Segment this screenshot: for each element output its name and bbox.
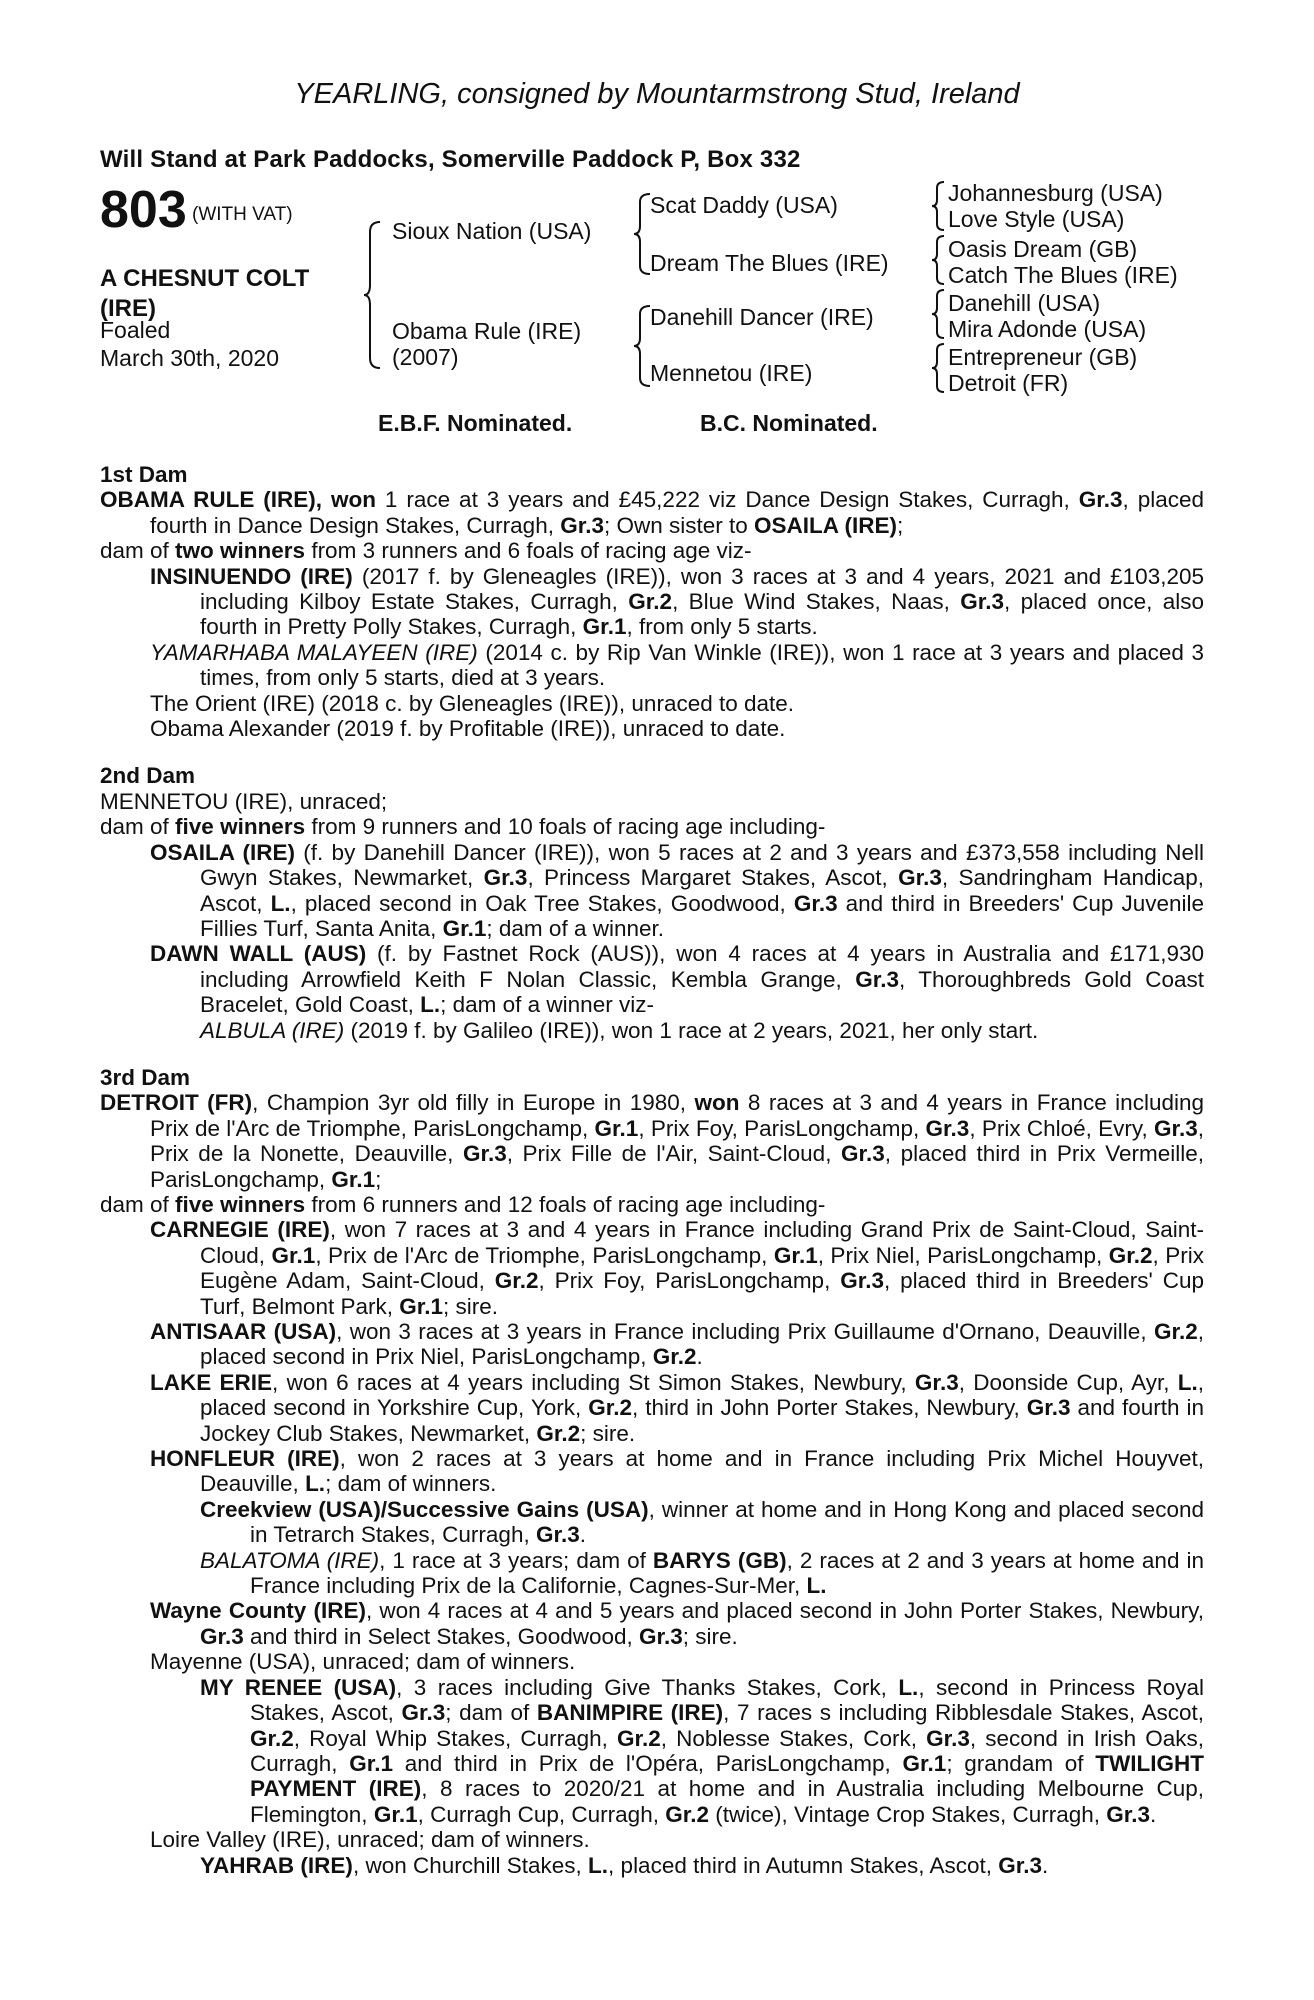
text: , Prix Chloé, Evry, <box>969 1115 1154 1141</box>
grade: Gr.2 <box>628 589 673 615</box>
text: and third in Breeders' Cup Juvenile Fillies Turf, Santa Anita, <box>200 890 1204 941</box>
horse-name: ANTISAAR (USA) <box>150 1319 337 1344</box>
third-dam-heading: 3rd Dam <box>100 1064 191 1090</box>
text: ; dam of <box>445 1700 537 1726</box>
text: , second in Irish Oaks, Curragh, <box>250 1725 1204 1776</box>
produce-balatoma <box>100 1548 1204 1599</box>
horse-name: YAMARHABA MALAYEEN (IRE) <box>150 639 478 665</box>
produce-obama-alexander: Obama Alexander (2019 f. by Profitable (IRE)), unraced to date. <box>150 716 786 742</box>
text: 8 races at 3 and 4 years in France including Prix de l'Arc de Triomphe, ParisLongchamp, <box>150 1090 1204 1141</box>
produce-lake-erie <box>100 1370 1204 1446</box>
text: . <box>1150 1801 1157 1827</box>
text: , placed second in Prix Niel, ParisLongchamp, <box>200 1319 1204 1370</box>
text: (2017 f. by Gleneagles (IRE)), won 3 races at 3 and 4 years, 2021 and £103,205 including Kilboy Estate Stakes, Curragh, <box>200 563 1205 615</box>
text: , won 4 races at 4 and 5 years and placed second in John Porter Stakes, Newbury, <box>365 1598 1204 1624</box>
text: , placed once, also fourth in Pretty Polly Stakes, Curragh, <box>200 589 1204 640</box>
grade: Gr.3 <box>462 1141 507 1167</box>
produce-my-renee <box>100 1675 1204 1827</box>
pedigree-dam-dam: Mennetou (IRE) <box>650 360 813 386</box>
grade: Gr.1 <box>773 1242 818 1268</box>
horse-name: HONFLEUR (IRE) <box>150 1446 340 1472</box>
text: , won 6 races at 4 years including St Simon Stakes, Newbury, <box>272 1369 915 1395</box>
pedigree-brace-ss <box>930 180 946 232</box>
grade: Gr.1 <box>331 1166 376 1192</box>
text: , Curragh Cup, Curragh, <box>417 1801 666 1827</box>
foaled-date: March 30th, 2020 <box>100 345 280 371</box>
horse-name: Wayne County (IRE) <box>150 1598 366 1624</box>
text: , Champion 3yr old filly in Europe in 1980, <box>252 1090 695 1116</box>
horse-name: BARYS (GB) <box>652 1547 787 1573</box>
first-dam-produce-summary <box>100 538 1204 563</box>
pedigree-sss: Johannesburg (USA) <box>948 180 1163 206</box>
text: , placed third in Autumn Stakes, Ascot, <box>608 1852 999 1878</box>
text: , placed second in Yorkshire Cup, York, <box>200 1369 1205 1421</box>
text: ; <box>375 1166 382 1192</box>
grade: L. <box>1177 1369 1198 1395</box>
text: , Prix Niel, ParisLongchamp, <box>817 1242 1109 1268</box>
text: (f. by Fastnet Rock (AUS)), won 4 races at 4 years in Australia and £171,930 including Arrowfield Keith F Nolan Classic, Kembla Grange, <box>200 941 1204 992</box>
text: , placed fourth in Dance Design Stakes, Curragh, <box>150 487 1205 538</box>
grade: Gr.3 <box>535 1522 580 1548</box>
text: dam of <box>100 538 176 564</box>
text: ; grandam of <box>946 1750 1096 1776</box>
text: , placed third in Breeders' Cup Turf, Belmont Park, <box>200 1268 1204 1319</box>
grade: Gr.1 <box>271 1242 316 1268</box>
lot-description <box>100 264 309 324</box>
produce-carnegie <box>100 1217 1204 1319</box>
text: , placed second in Oak Tree Stakes, Goodwood, <box>290 890 794 916</box>
text: ; sire. <box>580 1420 636 1446</box>
produce-osaila <box>100 840 1204 942</box>
text: , Noblesse Stakes, Cork, <box>660 1725 927 1751</box>
text: dam of <box>100 1191 176 1217</box>
produce-albula <box>100 1018 1204 1043</box>
grade: Gr.3 <box>925 1115 970 1141</box>
pedigree-notes <box>100 462 1204 1878</box>
third-dam-produce-summary <box>100 1192 1204 1217</box>
pedigree-brace-dd <box>930 342 946 394</box>
horse-name: ALBULA (IRE) <box>200 1017 345 1043</box>
grade: Gr.1 <box>594 1115 639 1141</box>
first-dam-heading: 1st Dam <box>100 462 188 487</box>
winners-count: five winners <box>175 814 306 840</box>
text: , Prix Eugène Adam, Saint-Cloud, <box>200 1242 1204 1294</box>
text: , Prix Foy, ParisLongchamp, <box>638 1115 926 1141</box>
pedigree-sire-dam: Dream The Blues (IRE) <box>650 250 889 276</box>
pedigree-sdd: Catch The Blues (IRE) <box>948 262 1178 288</box>
produce-loire-valley: Loire Valley (IRE), unraced; dam of winners. <box>150 1827 590 1853</box>
grade: Gr.2 <box>250 1725 294 1751</box>
grade: Gr.1 <box>349 1750 394 1776</box>
text: , won 7 races at 3 and 4 years in France including Grand Prix de Saint-Cloud, Saint-Cloud, <box>200 1217 1205 1268</box>
produce-dawn-wall <box>100 941 1204 1017</box>
horse-name: LAKE ERIE <box>150 1369 273 1395</box>
grade: Gr.3 <box>840 1268 884 1294</box>
text: , third in John Porter Stakes, Newbury, <box>632 1395 1027 1421</box>
grade: Gr.3 <box>960 589 1005 615</box>
text: (2014 c. by Rip Van Winkle (IRE)), won 1 race at 3 years and placed 3 times, from only 5 starts, died at 3 years. <box>200 639 1204 691</box>
produce-mayenne: Mayenne (USA), unraced; dam of winners. <box>150 1649 576 1675</box>
text: ; Own sister to <box>604 512 755 538</box>
produce-the-orient: The Orient (IRE) (2018 c. by Gleneagles (IRE)), unraced to date. <box>150 690 795 716</box>
horse-name: YAHRAB (IRE) <box>200 1852 353 1878</box>
text: , Doonside Cup, Ayr, <box>958 1369 1178 1395</box>
text: , won 2 races at 3 years at home and in France including Prix Michel Houyvet, Deauville, <box>200 1446 1204 1497</box>
grade: Gr.2 <box>665 1801 709 1827</box>
pedigree-brace-sd <box>930 234 946 286</box>
horse-name: OSAILA (IRE) <box>754 512 897 538</box>
text: from 3 runners and 6 foals of racing age viz- <box>305 538 752 564</box>
text: , Blue Wind Stakes, Naas, <box>672 589 961 615</box>
description-line-1: A CHESNUT COLT <box>100 265 310 292</box>
text: and third in Select Stakes, Goodwood, <box>243 1623 640 1649</box>
horse-name: TWILIGHT PAYMENT (IRE) <box>250 1750 1205 1802</box>
second-dam-produce-summary <box>100 814 1204 839</box>
produce-insinuendo <box>100 564 1204 640</box>
lot-number: 803 <box>100 181 187 239</box>
grade: Gr.3 <box>401 1700 446 1726</box>
grade: L. <box>898 1674 919 1700</box>
text: 1 race at 3 years and £45,222 viz Dance Design Stakes, Curragh, <box>375 487 1079 513</box>
text: , Prix Fille de l'Air, Saint-Cloud, <box>506 1141 842 1167</box>
grade: Gr.1 <box>902 1750 947 1776</box>
produce-antisaar <box>100 1319 1204 1370</box>
winners-count: two winners <box>175 538 306 564</box>
text: ; sire. <box>682 1623 738 1649</box>
grade: Gr.1 <box>582 614 627 640</box>
text: . <box>696 1344 703 1370</box>
grade: Gr.1 <box>373 1801 418 1827</box>
produce-yahrab <box>100 1853 1204 1878</box>
produce-honfleur <box>100 1446 1204 1497</box>
pedigree-ddd: Detroit (FR) <box>948 370 1069 396</box>
grade: L. <box>420 992 441 1018</box>
second-dam-entry: MENNETOU (IRE), unraced; <box>100 788 388 814</box>
text: . <box>1042 1852 1049 1878</box>
pedigree-dss: Danehill (USA) <box>948 290 1101 316</box>
grade: Gr.3 <box>914 1369 959 1395</box>
pedigree-brace-main <box>362 220 382 370</box>
text: , winner at home and in Hong Kong and placed second in Tetrarch Stakes, Curragh, <box>250 1496 1204 1548</box>
pedigree-sds: Oasis Dream (GB) <box>948 236 1138 262</box>
text: from 6 runners and 12 foals of racing age including- <box>305 1191 826 1217</box>
horse-name: DETROIT (FR) <box>100 1090 253 1116</box>
text: ; dam of a winner viz- <box>440 992 654 1018</box>
pedigree-dam-year: (2007) <box>392 344 459 370</box>
stand-location: Will Stand at Park Paddocks, Somerville Paddock P, Box 332 <box>100 146 801 173</box>
grade: Gr.3 <box>639 1623 683 1649</box>
text: , Prix Foy, ParisLongchamp, <box>538 1268 841 1294</box>
grade: L. <box>806 1573 827 1599</box>
won-label: , won <box>315 487 376 513</box>
text: and fourth in Jockey Club Stakes, Newmarket, <box>200 1395 1204 1446</box>
pedigree-dam-sire: Danehill Dancer (IRE) <box>650 304 874 330</box>
grade: Gr.3 <box>841 1141 885 1167</box>
pedigree-ssd: Love Style (USA) <box>948 206 1125 232</box>
pedigree-dds: Entrepreneur (GB) <box>948 344 1138 370</box>
foaled-info <box>100 316 279 372</box>
grade: Gr.3 <box>998 1852 1043 1878</box>
winners-count: five winners <box>175 1191 306 1217</box>
grade: Gr.3 <box>1078 487 1123 513</box>
grade: L. <box>588 1852 609 1878</box>
text: . <box>579 1522 587 1548</box>
text: , 8 races to 2020/21 at home and in Australia including Melbourne Cup, Flemington, <box>250 1776 1204 1827</box>
text: , Sandringham Handicap, Ascot, <box>200 865 1205 916</box>
grade: Gr.3 <box>560 512 604 538</box>
first-dam-entry <box>100 487 1204 538</box>
pedigree-brace-ds <box>930 288 946 340</box>
text: (2019 f. by Galileo (IRE)), won 1 race at 2 years, 2021, her only start. <box>344 1017 1039 1043</box>
text: , won 3 races at 3 years in France including Prix Guillaume d'Ornano, Deauville, <box>336 1319 1154 1344</box>
vat-note: (WITH VAT) <box>192 204 293 225</box>
text: , 1 race at 3 years; dam of <box>379 1547 653 1573</box>
text: , Royal Whip Stakes, Curragh, <box>293 1725 618 1751</box>
description-line-2: (IRE) <box>100 295 156 322</box>
grade: Gr.2 <box>1108 1242 1153 1268</box>
text: , Thoroughbreds Gold Coast Bracelet, Gold Coast, <box>200 966 1204 1018</box>
consignor-line: YEARLING, consigned by Mountarmstrong Stud, Ireland <box>294 78 1020 110</box>
third-dam-entry <box>100 1090 1204 1192</box>
grade: Gr.3 <box>483 865 528 891</box>
horse-name: MY RENEE (USA) <box>200 1674 397 1700</box>
text: , 7 races s including Ribblesdale Stakes, Ascot, <box>723 1700 1205 1726</box>
horse-name: CARNEGIE (IRE) <box>150 1217 330 1243</box>
grade: Gr.2 <box>617 1725 661 1751</box>
grade: L. <box>305 1471 326 1497</box>
grade: Gr.2 <box>652 1344 697 1370</box>
produce-wayne-county <box>100 1598 1204 1649</box>
text: , 2 races at 2 and 3 years at home and in France including Prix de la Californie, Cagnes-Sur-Mer, <box>250 1547 1204 1599</box>
pedigree-dsd: Mira Adonde (USA) <box>948 316 1147 342</box>
produce-creekview <box>100 1497 1204 1548</box>
horse-name: INSINUENDO (IRE) <box>150 563 353 589</box>
ebf-nomination: E.B.F. Nominated. <box>378 410 573 436</box>
horse-name: DAWN WALL (AUS) <box>150 941 367 967</box>
pedigree-dam: Obama Rule (IRE) <box>392 318 582 344</box>
pedigree-sire: Sioux Nation (USA) <box>392 218 592 244</box>
grade: Gr.1 <box>399 1293 444 1319</box>
text: , from only 5 starts. <box>626 614 818 640</box>
grade: Gr.3 <box>855 966 899 992</box>
grade: Gr.2 <box>494 1268 539 1294</box>
horse-name: Creekview (USA)/Successive Gains (USA) <box>200 1496 649 1522</box>
foaled-label: Foaled <box>100 317 171 343</box>
horse-name: OSAILA (IRE) <box>150 839 295 865</box>
second-dam-heading: 2nd Dam <box>100 763 196 789</box>
grade: Gr.3 <box>926 1725 970 1751</box>
text: , 3 races including Give Thanks Stakes, Cork, <box>396 1674 899 1700</box>
text: (twice), Vintage Crop Stakes, Curragh, <box>709 1801 1107 1827</box>
text: , second in Princess Royal Stakes, Ascot, <box>250 1674 1204 1726</box>
text: ; <box>896 512 904 538</box>
horse-name: BANIMPIRE (IRE) <box>536 1700 724 1726</box>
text: , won Churchill Stakes, <box>352 1852 589 1878</box>
pedigree-brace-sire <box>632 192 652 276</box>
grade: Gr.3 <box>1026 1395 1071 1421</box>
grade: Gr.2 <box>536 1420 581 1446</box>
text: from 9 runners and 10 foals of racing age including- <box>305 814 826 840</box>
pedigree-brace-dam <box>632 304 652 388</box>
won-label: won <box>694 1090 740 1116</box>
text: , Prix de la Nonette, Deauville, <box>150 1115 1204 1167</box>
text: (f. by Danehill Dancer (IRE)), won 5 races at 2 and 3 years and £373,558 including Nell Gwyn Stakes, Newmarket, <box>200 839 1204 891</box>
grade: Gr.2 <box>1153 1319 1198 1344</box>
horse-name: OBAMA RULE (IRE) <box>100 487 316 513</box>
grade: Gr.2 <box>588 1395 633 1421</box>
text: ; dam of winners. <box>325 1471 497 1497</box>
horse-name: BALATOMA (IRE) <box>200 1547 380 1573</box>
produce-yamarhaba <box>100 640 1204 691</box>
text: , Prix de l'Arc de Triomphe, ParisLongchamp, <box>315 1242 774 1268</box>
grade: Gr.1 <box>442 915 487 941</box>
grade: Gr.3 <box>200 1623 244 1649</box>
text: dam of <box>100 814 176 840</box>
grade: Gr.3 <box>898 865 942 891</box>
grade: Gr.3 <box>1153 1115 1198 1141</box>
grade: L. <box>270 890 291 916</box>
text: ; sire. <box>443 1293 499 1319</box>
text: , placed third in Prix Vermeille, ParisLongchamp, <box>150 1141 1204 1192</box>
text: ; dam of a winner. <box>486 915 665 941</box>
pedigree-sire-sire: Scat Daddy (USA) <box>650 192 838 218</box>
grade: Gr.3 <box>793 890 838 916</box>
text: , Princess Margaret Stakes, Ascot, <box>527 865 899 891</box>
bc-nomination: B.C. Nominated. <box>700 410 878 436</box>
text: and third in Prix de l'Opéra, ParisLongchamp, <box>393 1750 903 1776</box>
grade: Gr.3 <box>1106 1801 1151 1827</box>
